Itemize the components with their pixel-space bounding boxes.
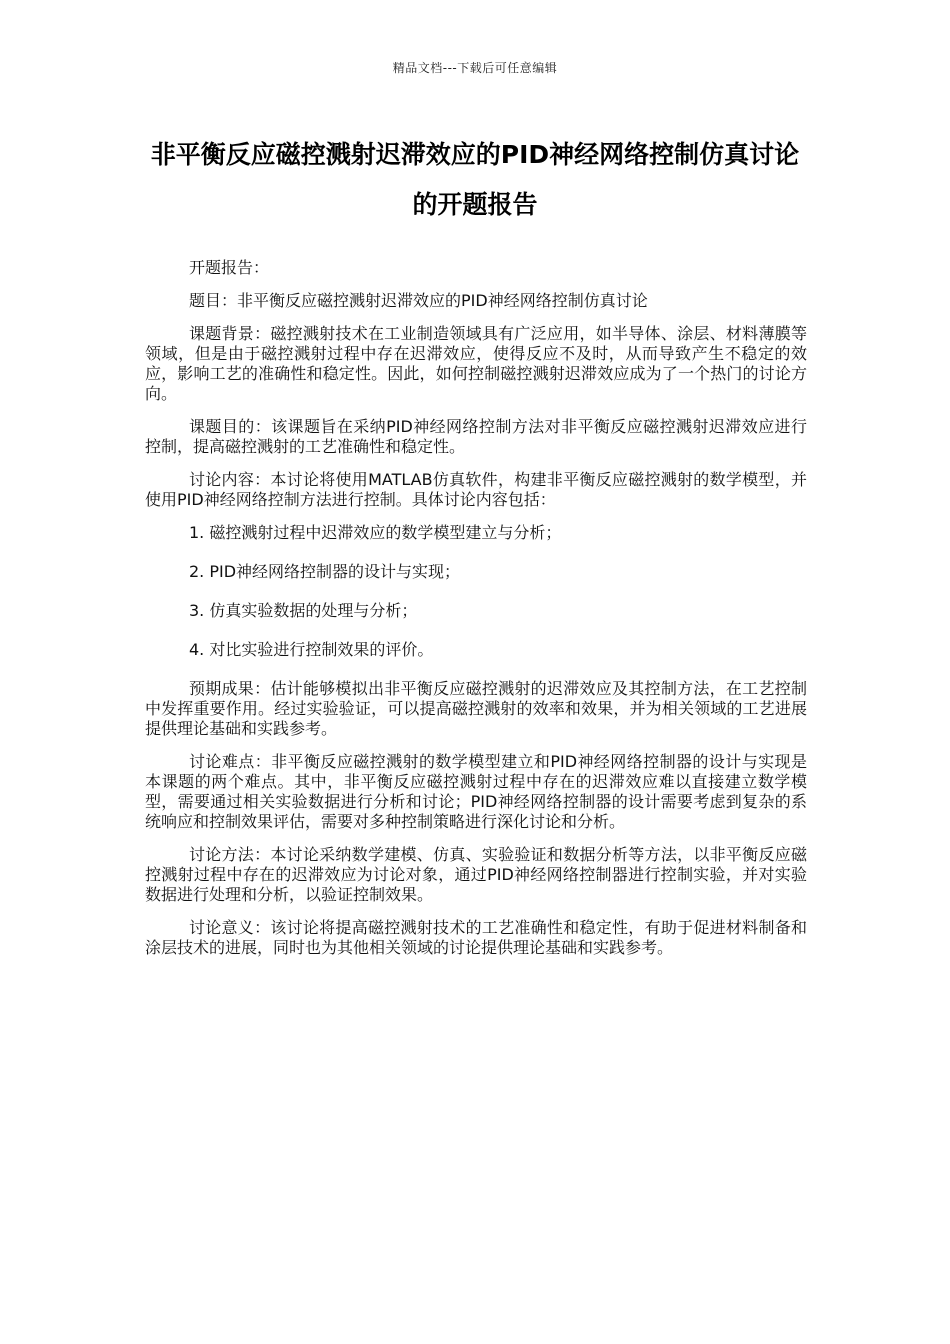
topic-paragraph: 题目：非平衡反应磁控溅射迟滞效应的PID神经网络控制仿真讨论 xyxy=(189,291,648,310)
expected-paragraph: 预期成果：估计能够模拟出非平衡反应磁控溅射的迟滞效应及其控制方法，在工艺控制中发挥重要作用。经过实验验证，可以提高磁控溅射的效率和效果，并为相关领域的工艺进展提供理论基础和实践参考。 xyxy=(145,679,807,738)
document-title: 非平衡反应磁控溅射迟滞效应的PID神经网络控制仿真讨论的开题报告 xyxy=(150,140,800,219)
list-item: 2. PID神经网络控制器的设计与实现； xyxy=(189,562,461,581)
document-body xyxy=(145,258,807,971)
list-item: 4. 对比实验进行控制效果的评价。 xyxy=(189,640,434,659)
background-paragraph: 课题背景：磁控溅射技术在工业制造领域具有广泛应用，如半导体、涂层、材料薄膜等领域，但是由于磁控溅射过程中存在迟滞效应，使得反应不及时，从而导致产生不稳定的效应，影响工艺的准确性和稳定性。因此，如何控制磁控溅射迟滞效应成为了一个热门的讨论方向。 xyxy=(145,324,807,403)
content-paragraph: 讨论内容：本讨论将使用MATLAB仿真软件，构建非平衡反应磁控溅射的数学模型，并使用PID神经网络控制方法进行控制。具体讨论内容包括： xyxy=(145,470,807,509)
method-paragraph: 讨论方法：本讨论采纳数学建模、仿真、实验验证和数据分析等方法，以非平衡反应磁控溅射过程中存在的迟滞效应为讨论对象，通过PID神经网络控制器进行控制实验，并对实验数据进行处理和分析，以验证控制效果。 xyxy=(145,845,807,904)
intro-paragraph: 开题报告： xyxy=(189,258,270,277)
purpose-paragraph: 课题目的：该课题旨在采纳PID神经网络控制方法对非平衡反应磁控溅射迟滞效应进行控制，提高磁控溅射的工艺准确性和稳定性。 xyxy=(145,417,807,456)
difficulty-paragraph: 讨论难点：非平衡反应磁控溅射的数学模型建立和PID神经网络控制器的设计与实现是本课题的两个难点。其中，非平衡反应磁控溅射过程中存在的迟滞效应难以直接建立数学模型，需要通过相关实验数据进行分析和讨论；PID神经网络控制器的设计需要考虑到复杂的系统响应和控制效果评估，需要对多种控制策略进行深化讨论和分析。 xyxy=(145,752,807,831)
significance-paragraph: 讨论意义：该讨论将提高磁控溅射技术的工艺准确性和稳定性，有助于促进材料制备和涂层技术的进展，同时也为其他相关领域的讨论提供理论基础和实践参考。 xyxy=(145,918,807,957)
list-item: 3. 仿真实验数据的处理与分析； xyxy=(189,601,418,620)
list-item: 1. 磁控溅射过程中迟滞效应的数学模型建立与分析； xyxy=(189,523,562,542)
header-note: 精品文档---下载后可任意编辑 xyxy=(392,61,558,75)
